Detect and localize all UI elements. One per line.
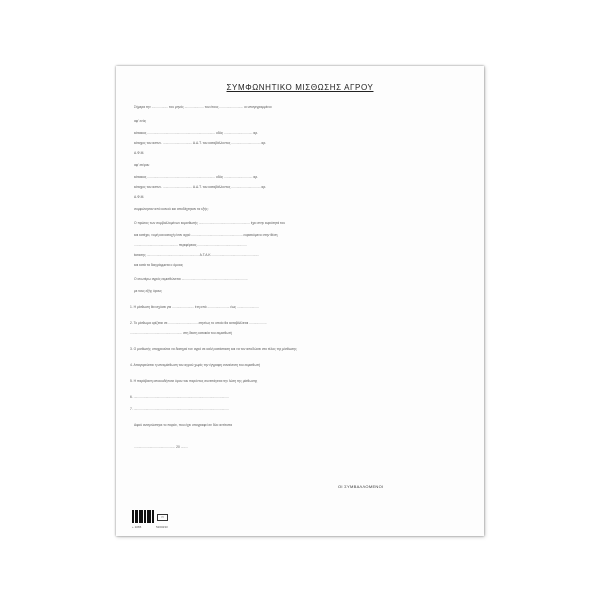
form-line	[134, 422, 466, 428]
form-line	[134, 276, 466, 282]
form-line	[134, 444, 466, 450]
form-line	[130, 346, 466, 352]
form-line	[134, 262, 466, 268]
form-line-text: ................................................ περιφέρειας ......................................................	[134, 243, 247, 247]
form-line	[134, 104, 466, 110]
form-line-text: συμφώνησαν από κοινού και αποδέχτηκαν τα εξής:	[134, 207, 209, 211]
form-line-text: κάτοικος .......................................................................... οδός ............................... αρ.	[134, 175, 258, 179]
form-line-text: 7. ........................................................................................................	[130, 407, 229, 411]
form-line	[130, 330, 466, 336]
form-line-text: έκτασης ......................................................... Α.Τ.Α.Κ. ...................................................	[134, 253, 260, 257]
form-line-text: 2. Το μίσθωμα ορίζεται σε ................................ ετησίως το οποίο θα καταβάλλεται ...................	[130, 321, 267, 325]
form-line	[134, 150, 466, 156]
form-line	[134, 118, 466, 124]
signatories-label: ΟΙ ΣΥΜΒΑΛΛΟΜΕΝΟΙ	[338, 484, 384, 489]
form-line	[134, 140, 466, 146]
form-line	[134, 206, 466, 212]
form-line-text: ......................................................... στη δεκτη κατοικία του εκμισθωτή	[130, 331, 232, 335]
form-line-text: Αφού αναγνώστηκε το παρόν, που έχει υπογραφεί σε δύο αντίτυπα	[134, 423, 233, 427]
catalog-code: + 1065	[132, 525, 142, 529]
form-line	[130, 320, 466, 326]
form-line	[134, 162, 466, 168]
form-line-text: Σήμερα την .................. του μηνός ..................... του έτους .......................... οι υπογεγραμμένοι	[134, 105, 272, 109]
form-line-text: αφ' ενός	[134, 119, 147, 123]
form-line-text: 6. ........................................................................................................	[130, 395, 229, 399]
form-line-text: ............................................. 20 ........	[134, 445, 189, 449]
form-line-text: 1. Η μίσθωση θα ισχύσει για ........................ έτη από ........................ έως ........................	[130, 305, 259, 309]
form-line-text: Α.Φ.Μ.	[134, 151, 145, 155]
form-line-text: Ο ανωτέρω αγρός εκμισθώνεται ........................................................................	[134, 277, 248, 281]
form-line-text: κάτοχος του αστυν. ................................ Α.Δ.Τ. του καταβάλλοντος ................................ αρ.	[134, 185, 267, 189]
form-line	[134, 184, 466, 190]
form-line	[130, 406, 466, 412]
form-line-text: κάτοχος του αστυν. ................................ Α.Δ.Τ. του καταβάλλοντος ................................ αρ.	[134, 141, 267, 145]
form-line-text: με τους εξής όρους	[134, 289, 162, 293]
publisher-logo: ▭	[157, 514, 168, 521]
form-line	[130, 378, 466, 384]
form-line-text: και κατέχει, νομή και κατοχή έναν αγρό ........................................................ ευρισκόμενο στην θέση	[134, 233, 278, 237]
form-line	[134, 232, 466, 238]
form-line	[130, 362, 466, 368]
form-line-text: 3. Ο μισθωτής υποχρεούται να διατηρεί τον αγρό σε καλή κατάσταση και να τον αποδώσει στο τέλος της μίσθωσης	[130, 347, 297, 351]
form-line	[130, 304, 466, 310]
form-line-text: 4. Απαγορεύεται η υπεκμίσθωση του αγρού χωρίς την έγγραφη συναίνεση του εκμισθωτή	[130, 363, 260, 367]
form-line-text: 5. Η παράβαση οποιουδήποτε όρου του παρόντος συνεπάγεται την λύση της μίσθωσης	[130, 379, 258, 383]
form-line	[134, 174, 466, 180]
form-line	[134, 288, 466, 294]
form-line	[134, 252, 466, 258]
barcode-digits: 5200233	[156, 525, 168, 529]
form-line	[134, 194, 466, 200]
form-line	[134, 220, 466, 226]
form-sheet	[116, 66, 484, 536]
form-line-text: Ο πρώτος των συμβαλλομένων εκμισθωτής ........................................................ έχει στην κυριότητά του	[134, 221, 285, 225]
form-line	[134, 130, 466, 136]
form-line-text: αφ' ετέρου	[134, 163, 150, 167]
form-line	[134, 242, 466, 248]
form-line	[130, 394, 466, 400]
form-line-text: και κατά τα διαγράμματα ο όμοιος	[134, 263, 183, 267]
form-title: ΣΥΜΦΩΝΗΤΙΚΟ ΜΙΣΘΩΣΗΣ ΑΓΡΟΥ	[226, 83, 374, 92]
barcode	[132, 510, 154, 523]
form-line-text: κάτοικος .......................................................................... οδός ............................... αρ.	[134, 131, 258, 135]
form-line-text: Α.Φ.Μ.	[134, 195, 145, 199]
